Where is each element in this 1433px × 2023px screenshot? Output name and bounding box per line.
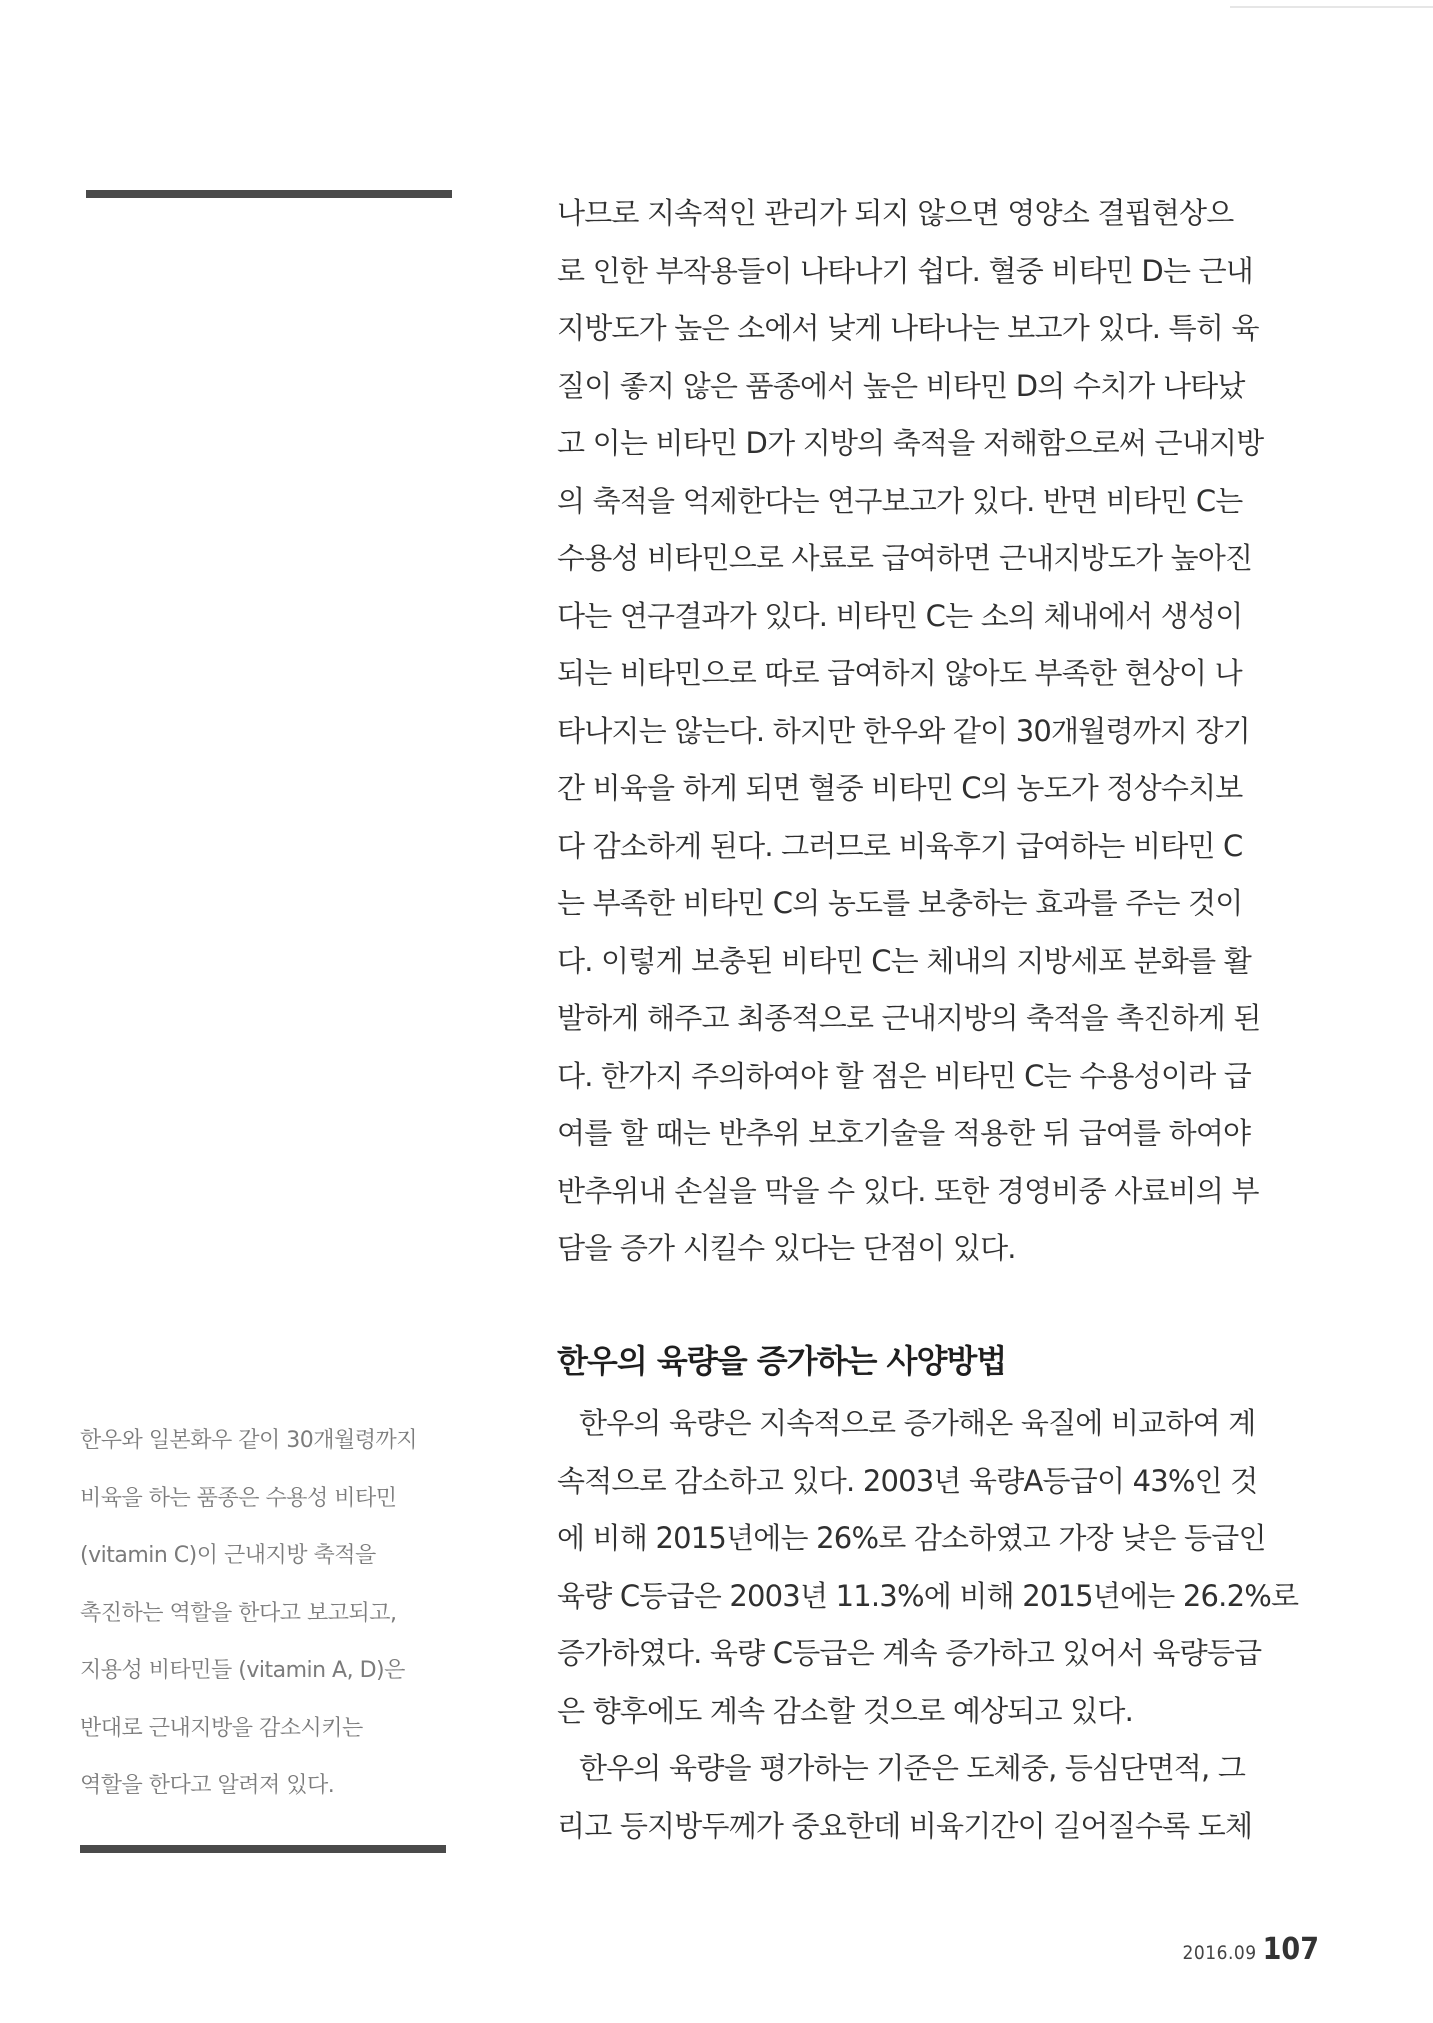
pull-quote-line: 촉진하는 역할을 한다고 보고되고,	[80, 1600, 397, 1626]
sidebar-top-rule	[86, 190, 452, 198]
section-body	[557, 1395, 1307, 1855]
body-line: 고 이는 비타민 D가 지방의 축적을 저해함으로써 근내지방	[557, 426, 1264, 460]
body-line: 간 비육을 하게 되면 혈중 비타민 C의 농도가 정상수치보	[557, 771, 1243, 805]
body-line: 반추위내 손실을 막을 수 있다. 또한 경영비중 사료비의 부	[557, 1173, 1259, 1208]
pull-quote-line: 반대로 근내지방을 감소시키는	[80, 1715, 363, 1741]
body-line: 증가하였다. 육량 C등급은 계속 증가하고 있어서 육량등급	[557, 1636, 1262, 1670]
body-line: 다. 이렇게 보충된 비타민 C는 체내의 지방세포 분화를 활	[557, 943, 1251, 978]
pull-quote-line: 한우와 일본화우 같이 30개월령까지	[80, 1428, 418, 1453]
pull-quote-line: 비육을 하는 품종은 수용성 비타민	[80, 1485, 397, 1511]
body-line: 담을 증가 시킬수 있다는 단점이 있다.	[557, 1231, 1016, 1265]
body-line: 여를 할 때는 반추위 보호기술을 적용한 뒤 급여를 하여야	[557, 1116, 1251, 1150]
article-continued-paragraph	[557, 185, 1307, 1278]
page-folio	[1182, 1932, 1319, 1967]
body-line: 다 감소하게 된다. 그러므로 비육후기 급여하는 비타민 C	[557, 828, 1243, 863]
section-heading: 한우의 육량을 증가하는 사양방법	[557, 1342, 1007, 1380]
body-line: 수용성 비타민으로 사료로 급여하면 근내지방도가 높아진	[557, 541, 1253, 575]
body-line: 의 축적을 억제한다는 연구보고가 있다. 반면 비타민 C는	[557, 483, 1243, 518]
pull-quote	[80, 1412, 450, 1815]
body-line: 다. 한가지 주의하여야 할 점은 비타민 C는 수용성이라 급	[557, 1058, 1251, 1093]
body-line: 로 인한 부작용들이 나타나기 쉽다. 혈중 비타민 D는 근내	[557, 253, 1254, 288]
body-line: 다는 연구결과가 있다. 비타민 C는 소의 체내에서 생성이	[557, 598, 1243, 633]
body-line: 은 향후에도 계속 감소할 것으로 예상되고 있다.	[557, 1693, 1133, 1728]
pull-quote-line: 역할을 한다고 알려져 있다.	[80, 1773, 335, 1798]
body-line: 타나지는 않는다. 하지만 한우와 같이 30개월령까지 장기	[557, 713, 1250, 748]
issue-date: 2016.09	[1182, 1942, 1257, 1964]
body-line: 한우의 육량은 지속적으로 증가해온 육질에 비교하여 계	[579, 1406, 1256, 1440]
body-line: 육량 C등급은 2003년 11.3%에 비해 2015년에는 26.2%로	[557, 1578, 1299, 1613]
body-line: 는 부족한 비타민 C의 농도를 보충하는 효과를 주는 것이	[557, 886, 1243, 920]
body-line: 지방도가 높은 소에서 낮게 나타나는 보고가 있다. 특히 육	[557, 311, 1259, 345]
pull-quote-line: (vitamin C)이 근내지방 축적을	[80, 1543, 376, 1568]
pull-quote-line: 지용성 비타민들 (vitamin A, D)은	[80, 1658, 405, 1683]
body-line: 되는 비타민으로 따로 급여하지 않아도 부족한 현상이 나	[557, 656, 1242, 690]
page-number: 107	[1262, 1932, 1319, 1967]
body-line: 속적으로 감소하고 있다. 2003년 육량A등급이 43%인 것	[557, 1463, 1258, 1498]
body-line: 발하게 해주고 최종적으로 근내지방의 축적을 촉진하게 된	[557, 1001, 1261, 1035]
body-line: 리고 등지방두께가 중요한데 비육기간이 길어질수록 도체	[557, 1808, 1253, 1843]
body-line: 한우의 육량을 평가하는 기준은 도체중, 등심단면적, 그	[579, 1751, 1246, 1785]
body-line: 질이 좋지 않은 품종에서 높은 비타민 D의 수치가 나타났	[557, 368, 1245, 403]
body-line: 나므로 지속적인 관리가 되지 않으면 영양소 결핍현상으	[557, 196, 1234, 230]
body-line: 에 비해 2015년에는 26%로 감소하였고 가장 낮은 등급인	[557, 1521, 1266, 1555]
page-edge-line	[1230, 6, 1433, 8]
sidebar-bottom-rule	[80, 1845, 446, 1853]
